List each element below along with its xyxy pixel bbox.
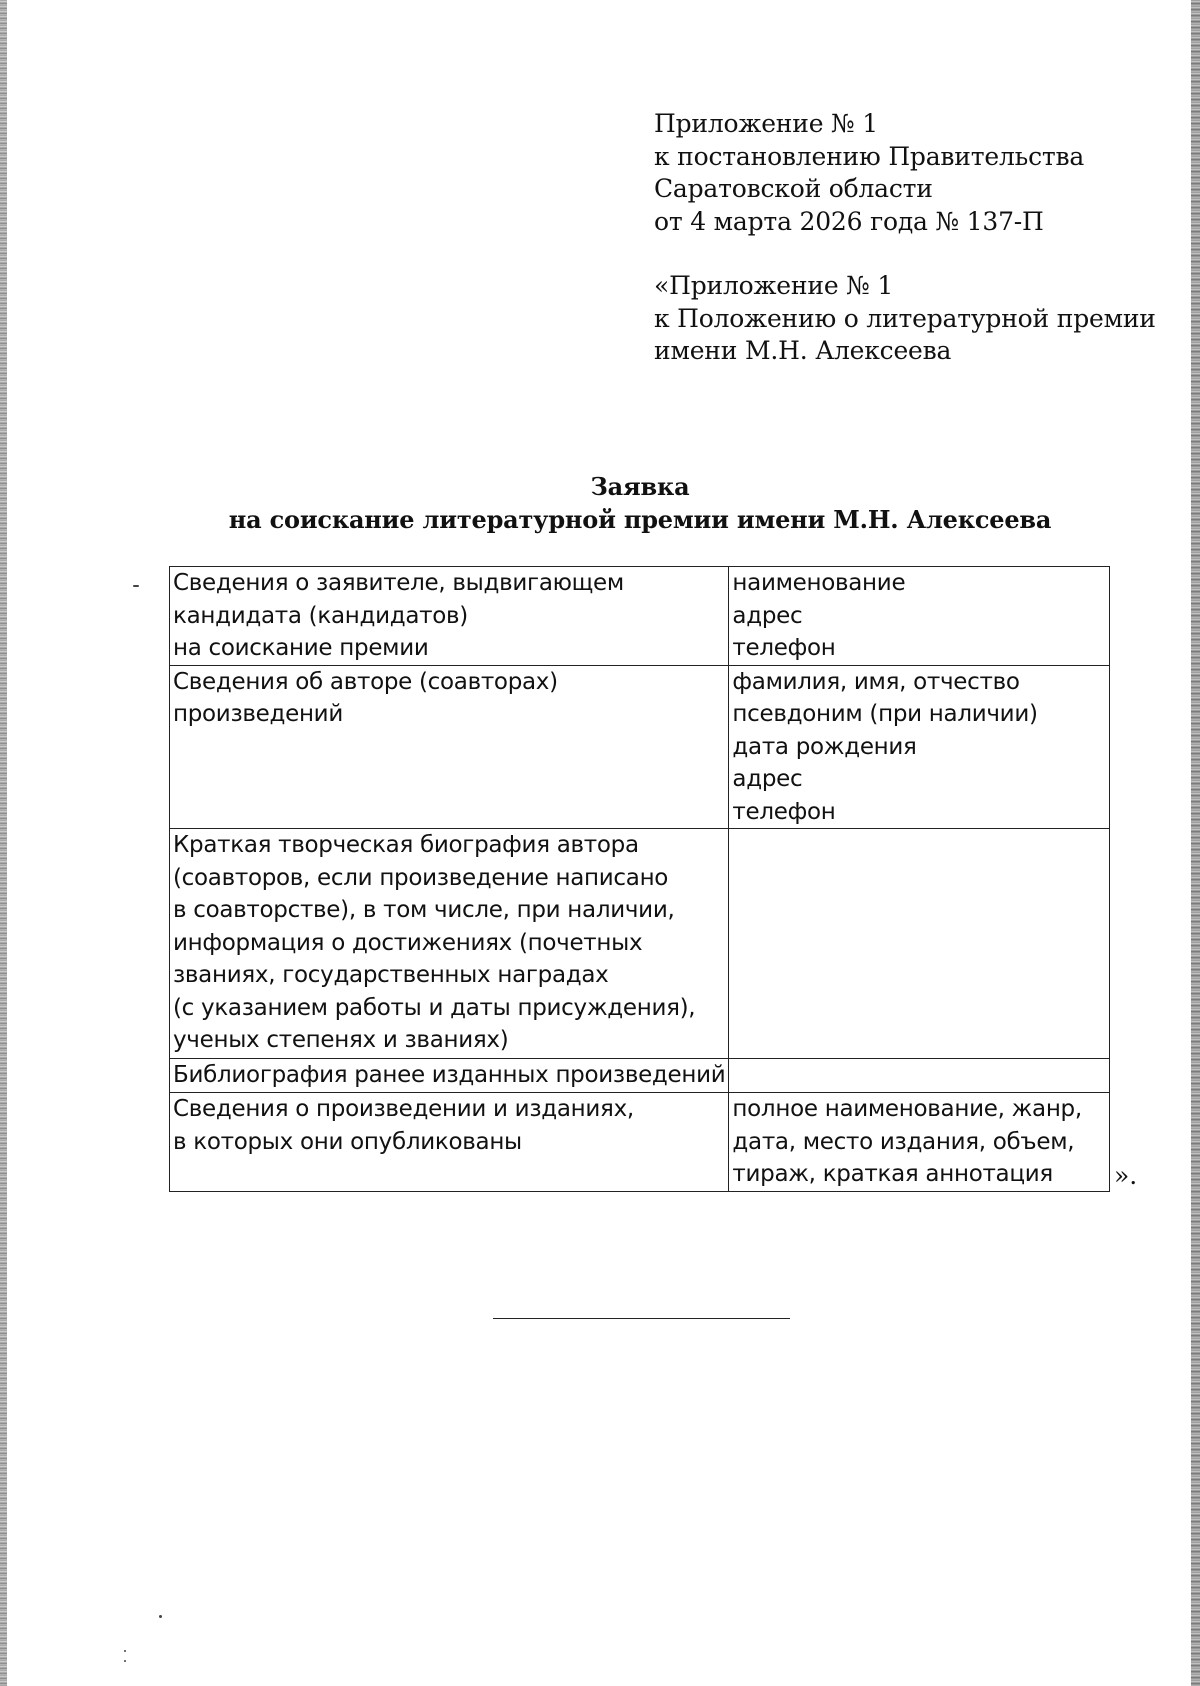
scan-speck (124, 1660, 126, 1662)
cell-text: ученых степенях и званиях) (173, 1027, 509, 1053)
cell-text: телефон (732, 798, 836, 825)
closing-quote-mark: ». (1114, 1161, 1138, 1190)
scan-edge-right (1191, 0, 1200, 1686)
cell-text: званиях, государственных наградах (173, 962, 609, 988)
cell-text: произведений (173, 701, 343, 727)
cell-text: полное наименование, жанр, (732, 1096, 1082, 1122)
cell-text: в соавторстве), в том числе, при наличии, (173, 897, 675, 923)
applicant-info-fields-cell[interactable] (729, 567, 1110, 666)
cell-text: псевдоним (при наличии) (732, 701, 1038, 727)
premium-name: имени М.Н. Алексеева (654, 336, 952, 365)
cell-text: Сведения о произведении и изданиях, (173, 1096, 634, 1122)
cell-text: в которых они опубликованы (173, 1128, 522, 1155)
cell-text: Краткая творческая биография автора (173, 832, 639, 858)
author-info-label-cell (170, 665, 729, 829)
table-row (170, 567, 1110, 666)
cell-text: наименование (732, 570, 906, 596)
region-name: Саратовской области (654, 174, 933, 203)
resolution-date-number: от 4 марта 2026 года № 137-П (654, 206, 1044, 236)
cell-text: телефон (732, 635, 836, 661)
resolution-reference: к постановлению Правительства (654, 141, 1085, 171)
cell-text: адрес (732, 766, 803, 792)
publication-info-label-cell (170, 1093, 729, 1192)
appendix-header (654, 108, 1174, 368)
cell-text: фамилия, имя, отчество (732, 668, 1020, 695)
cell-text: Сведения о заявителе, выдвигающем (173, 570, 624, 596)
appendix-label: Приложение № 1 (654, 109, 878, 138)
cell-text: адрес (732, 602, 803, 629)
bibliography-label-cell (170, 1059, 729, 1093)
author-info-fields-cell[interactable] (729, 665, 1110, 829)
cell-text: (соавторов, если произведение написано (173, 864, 669, 891)
publication-info-fields-cell[interactable] (729, 1093, 1110, 1192)
scan-speck (159, 1615, 162, 1618)
cell-text: тираж, краткая аннотация (732, 1161, 1053, 1187)
cell-text: Библиография ранее изданных произведений (173, 1062, 726, 1088)
cell-text: кандидата (кандидатов) (173, 602, 468, 629)
cell-text: информация о достижениях (почетных (173, 929, 643, 956)
table-row (170, 1093, 1110, 1192)
applicant-info-label-cell (170, 567, 729, 666)
table-row (170, 1059, 1110, 1093)
cell-text: на соискание премии (173, 635, 429, 661)
cell-text: (с указанием работы и даты присуждения), (173, 994, 696, 1021)
scan-edge-left (0, 0, 7, 1686)
scan-speck (124, 1650, 126, 1652)
bibliography-input-cell[interactable] (729, 1059, 1110, 1093)
table-row (170, 829, 1110, 1059)
cell-text: дата, место издания, объем, (732, 1128, 1075, 1155)
application-form-table (169, 566, 1110, 1192)
biography-label-cell (170, 829, 729, 1059)
cell-text: Сведения об авторе (соавторах) (173, 668, 558, 695)
document-subtitle: на соискание литературной премии имени М.Н. Алексеева (228, 505, 1052, 534)
end-divider-line (493, 1318, 790, 1319)
table-row (170, 665, 1110, 829)
document-title: Заявка (590, 472, 690, 501)
regulation-reference: к Положению о литературной премии (654, 303, 1156, 333)
biography-input-cell[interactable] (729, 829, 1110, 1059)
cell-text: дата рождения (732, 733, 917, 760)
quoted-appendix-label: «Приложение № 1 (654, 271, 894, 300)
scan-speck (133, 585, 139, 587)
